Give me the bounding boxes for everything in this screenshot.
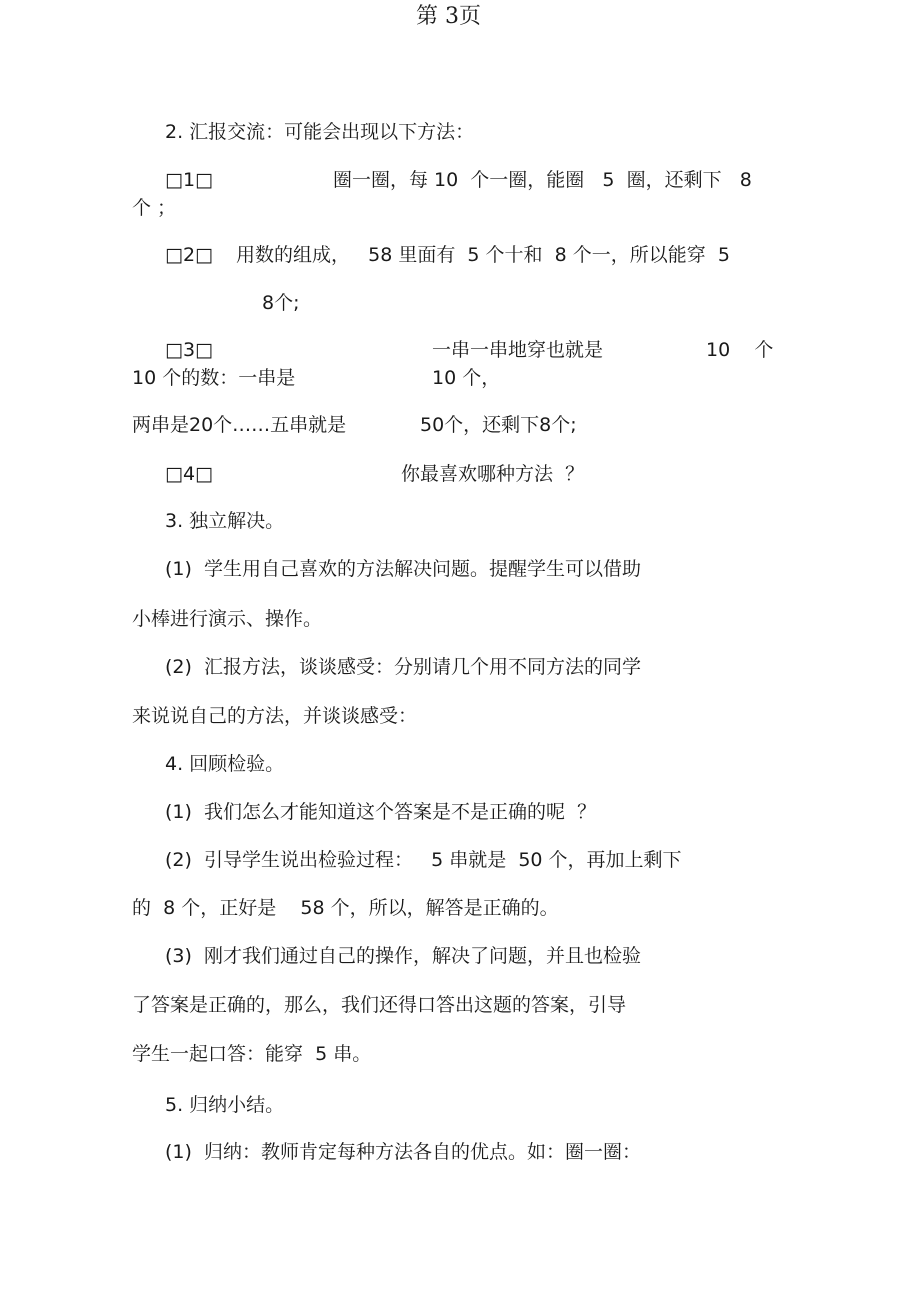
section-4-p2-line1: (2) 引导学生说出检验过程： 5 串就是 50 个，再加上剩下 <box>165 849 682 871</box>
method-3-line3-b: 50个，还剩下8个; <box>420 414 577 436</box>
page-header: 第 3页 <box>416 4 481 29</box>
section-4-heading: 4. 回顾检验。 <box>165 753 285 775</box>
section-3-heading: 3. 独立解决。 <box>165 510 285 532</box>
method-4-marker: □4□ <box>165 463 213 485</box>
section-5-heading: 5. 归纳小结。 <box>165 1094 285 1116</box>
section-4-p3-line2: 了答案是正确的，那么，我们还得口答出这题的答案，引导 <box>132 994 627 1016</box>
section-4-p3-line1: (3) 刚才我们通过自己的操作，解决了问题，并且也检验 <box>165 945 641 967</box>
section-4-p2-line2: 的 8 个，正好是 58 个，所以，解答是正确的。 <box>132 897 559 919</box>
section-2-heading: 2. 汇报交流：可能会出现以下方法： <box>165 121 475 143</box>
method-1-continuation: 个 ； <box>132 197 177 219</box>
method-2-text: 用数的组成， 58 里面有 5 个十和 8 个一，所以能穿 5 <box>236 244 730 266</box>
section-3-p1-line2: 小棒进行演示、操作。 <box>132 608 323 630</box>
section-4-p1: (1) 我们怎么才能知道这个答案是不是正确的呢 ？ <box>165 801 597 823</box>
method-1-marker: □1□ <box>165 169 213 191</box>
method-3-line3-a: 两串是20个……五串就是 <box>132 414 347 436</box>
method-3-line2-a: 10 个的数：一串是 <box>132 367 296 389</box>
section-3-p1-line1: (1) 学生用自己喜欢的方法解决问题。提醒学生可以借助 <box>165 558 641 580</box>
method-3-marker: □3□ <box>165 339 213 361</box>
method-2-marker: □2□ <box>165 244 213 266</box>
section-3-p2-line1: (2) 汇报方法，谈谈感受：分别请几个用不同方法的同学 <box>165 656 641 678</box>
method-3-line2-b: 10 个， <box>432 367 501 389</box>
section-3-p2-line2: 来说说自己的方法，并谈谈感受： <box>132 705 418 727</box>
method-2-continuation: 8个; <box>262 292 300 314</box>
section-5-p1: (1) 归纳：教师肯定每种方法各自的优点。如：圈一圈： <box>165 1141 641 1163</box>
method-4-text: 你最喜欢哪种方法 ？ <box>401 463 585 485</box>
method-3-text-a: 一串一串地穿也就是 <box>432 339 604 361</box>
method-3-text-b: 10 个 <box>706 339 774 361</box>
method-1-text: 圈一圈，每 10 个一圈，能圈 5 圈，还剩下 8 <box>333 169 752 191</box>
section-4-p3-line3: 学生一起口答：能穿 5 串。 <box>132 1043 372 1065</box>
